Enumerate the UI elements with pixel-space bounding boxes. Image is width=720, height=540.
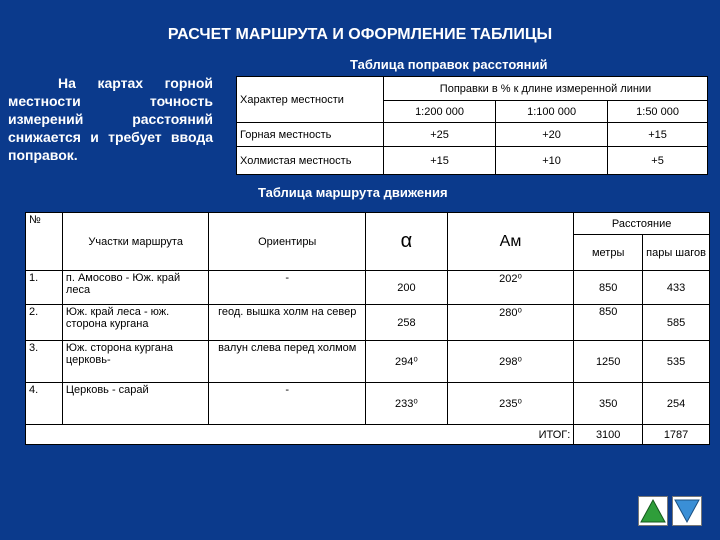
row-alpha: 294⁰: [366, 341, 448, 383]
row-meters: 1250: [574, 341, 643, 383]
row-landmark: -: [209, 271, 366, 305]
row-landmark: валун слева перед холмом: [209, 341, 366, 383]
row-azimuth: 202⁰: [447, 271, 574, 305]
route-table-caption: Таблица маршрута движения: [258, 185, 448, 200]
scale-1: 1:200 000: [384, 101, 496, 123]
header-pairs: пары шагов: [643, 235, 710, 271]
terrain-header: Характер местности: [237, 77, 384, 123]
correction-value: +15: [384, 147, 496, 175]
scale-2: 1:100 000: [496, 101, 608, 123]
row-pairs: 433: [643, 271, 710, 305]
triangle-up-icon: [639, 497, 667, 525]
terrain-row-2: Холмистая местность: [237, 147, 384, 175]
row-alpha: 233⁰: [366, 383, 448, 425]
row-number: 3.: [26, 341, 63, 383]
header-landmarks: Ориентиры: [209, 213, 366, 271]
row-alpha: 258: [366, 305, 448, 341]
row-azimuth: 280⁰: [447, 305, 574, 341]
intro-text: На картах горной местности точность измерений расстояний снижается и требует ввода поправок.: [8, 75, 213, 163]
row-meters: 850: [574, 305, 643, 341]
row-meters: 850: [574, 271, 643, 305]
corrections-header: Поправки в % к длине измеренной линии: [384, 77, 708, 101]
correction-value: +10: [496, 147, 608, 175]
row-number: 1.: [26, 271, 63, 305]
row-segment: п. Амосово - Юж. край леса: [62, 271, 209, 305]
header-meters: метры: [574, 235, 643, 271]
header-azimuth: Aм: [447, 213, 574, 271]
row-number: 4.: [26, 383, 63, 425]
row-landmark: геод. вышка холм на север: [209, 305, 366, 341]
table-row: [26, 271, 710, 305]
triangle-down-icon: [673, 497, 701, 525]
header-number: №: [26, 213, 63, 271]
scale-3: 1:50 000: [608, 101, 708, 123]
nav-up-button[interactable]: [638, 496, 668, 526]
row-azimuth: 298⁰: [447, 341, 574, 383]
row-landmark: -: [209, 383, 366, 425]
row-segment: Юж. сторона кургана церковь-: [62, 341, 209, 383]
nav-down-button[interactable]: [672, 496, 702, 526]
correction-value: +5: [608, 147, 708, 175]
row-number: 2.: [26, 305, 63, 341]
header-alpha: α: [366, 213, 448, 271]
terrain-row-1: Горная местность: [237, 123, 384, 147]
correction-value: +20: [496, 123, 608, 147]
page-title: РАСЧЕТ МАРШРУТА И ОФОРМЛЕНИЕ ТАБЛИЦЫ: [167, 26, 553, 43]
row-azimuth: 235⁰: [447, 383, 574, 425]
correction-value: +15: [608, 123, 708, 147]
route-table: [25, 212, 710, 445]
table-row: [26, 383, 710, 425]
header-segments: Участки маршрута: [62, 213, 209, 271]
total-meters: 3100: [574, 425, 643, 445]
row-pairs: 535: [643, 341, 710, 383]
total-pairs: 1787: [643, 425, 710, 445]
row-alpha: 200: [366, 271, 448, 305]
row-pairs: 254: [643, 383, 710, 425]
row-meters: 350: [574, 383, 643, 425]
row-pairs: 585: [643, 305, 710, 341]
table-row: [26, 341, 710, 383]
table-row: [26, 305, 710, 341]
row-segment: Церковь - сарай: [62, 383, 209, 425]
total-label: ИТОГ:: [26, 425, 574, 445]
total-row: [26, 425, 710, 445]
row-segment: Юж. край леса - юж. сторона кургана: [62, 305, 209, 341]
correction-value: +25: [384, 123, 496, 147]
corrections-table-caption: Таблица поправок расстояний: [350, 57, 548, 72]
header-distance: Расстояние: [574, 213, 710, 235]
corrections-table: [236, 76, 708, 175]
